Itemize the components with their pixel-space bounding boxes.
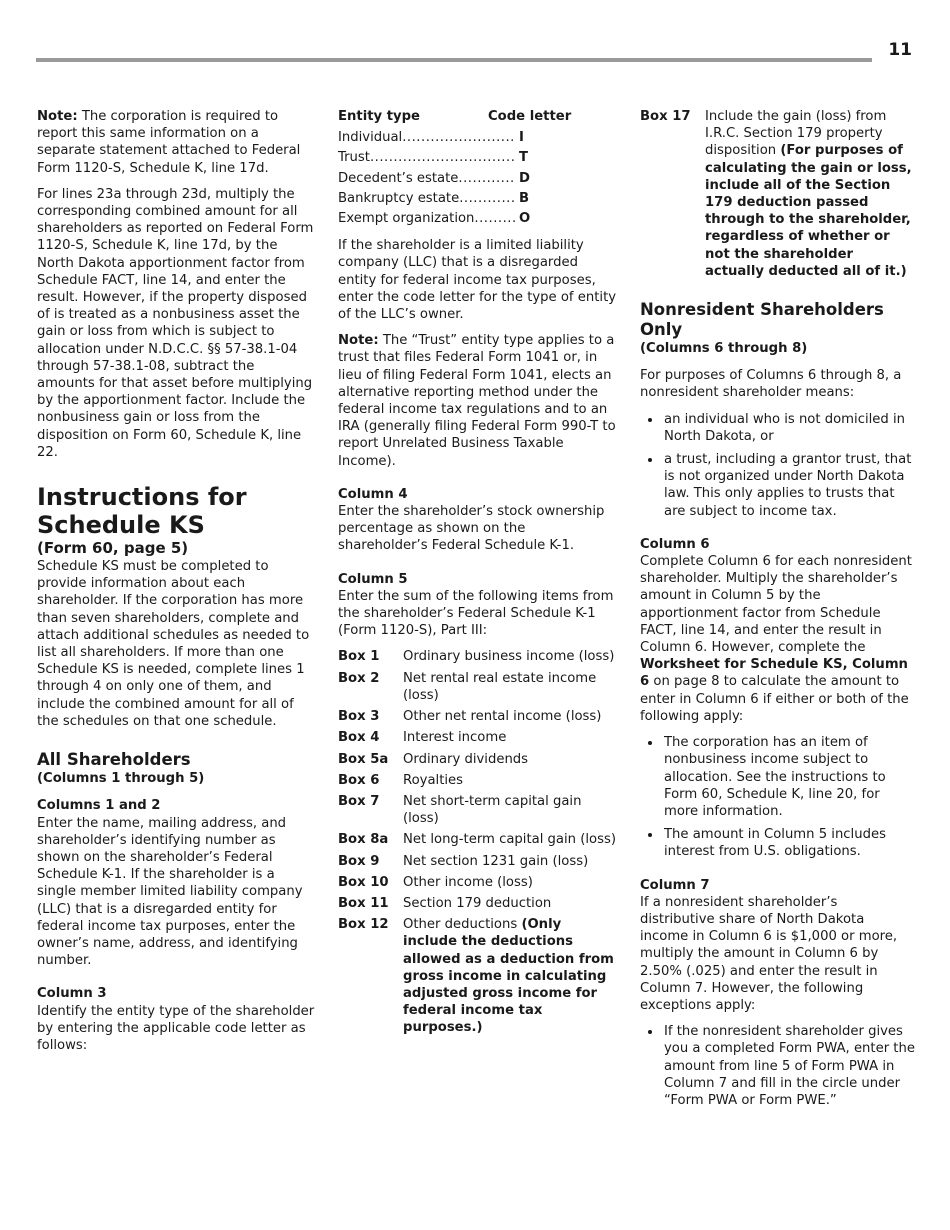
column-7-text: If a nonresident shareholder’s distributive share of North Dakota income in Column 6 is $1,000 or more, multiply the amount in Column 6 by 2.50% (.025) and enter the result in Column 7. However, the following exceptions apply:: [640, 894, 898, 1013]
column-3-heading: Column 3: [37, 986, 107, 1002]
code-letter-header: Code letter: [488, 109, 572, 124]
column-3: [640, 108, 916, 1117]
box-row: Box 8a Net long-term capital gain (loss): [338, 832, 616, 848]
trust-note-label: Note:: [338, 333, 379, 349]
column-3-text: Identify the entity type of the shareholder by entering the applicable code letter as follows:: [37, 1003, 315, 1053]
header-rule: [36, 58, 872, 62]
column-5-heading: Column 5: [338, 571, 408, 587]
page-number: 11: [888, 40, 912, 60]
box-row: Box 7 Net short-term capital gain (loss): [338, 793, 582, 827]
column-6-text: Complete Column 6 for each nonresident shareholder. Multiply the shareholder’s amount in Column 5 by the apportionment factor from Schedule FACT, line 14, and enter the result in Column 6. However, complete the Worksheet for Schedule KS, Column 6 on page 8 to calculate the amount to enter in Column 6 if either or both of the following apply:: [640, 554, 912, 724]
schedule-ks-title: Instructions for Schedule KS: [37, 483, 247, 540]
entity-row: Exempt organization ..... O: [338, 210, 531, 227]
entity-type-header: Entity type: [338, 109, 420, 124]
box-row: Box 6 Royalties: [338, 772, 464, 788]
box-row: Box 3 Other net rental income (loss): [338, 709, 602, 725]
box-row: Box 10 Other income (loss): [338, 874, 533, 890]
column-2: [338, 108, 618, 1041]
box-row: Box 9 Net section 1231 gain (loss): [338, 853, 589, 869]
box-12-emphasis: (Only include the deductions allowed as a deduction from gross income in calculating adjusted gross income for federal income tax purposes.): [403, 917, 614, 1036]
list-item: • a trust, including a grantor trust, that is not organized under North Dakota law. This only applies to trusts that are subject to income tax.: [662, 451, 916, 520]
list-item: • The amount in Column 5 includes interest from U.S. obligations.: [662, 826, 916, 860]
column-7-list: [640, 1023, 916, 1109]
column-4-text: Enter the shareholder’s stock ownership percentage as shown on the shareholder’s Federal Schedule K-1.: [338, 504, 605, 554]
schedule-ks-intro: Schedule KS must be completed to provide information about each shareholder. If the corporation has more than seven shareholders, complete and attach additional schedules as needed to list all shareholders. If more than one Schedule KS is needed, complete lines 1 through 4 on only one of them, and include the combined amount for all of the schedules on that one schedule.: [37, 559, 310, 729]
column-6-heading: Column 6: [640, 536, 710, 552]
box-17-emphasis: (For purposes of calculating the gain or loss, include all of the Section 179 deduction passed through to the shareholder, regardless of whether or not the shareholder actually deducted all of it.): [705, 143, 912, 279]
list-item: • The corporation has an item of nonbusiness income subject to allocation. See the instructions to Form 60, Schedule K, line 20, for more information.: [662, 734, 916, 820]
box-row: Box 2 Net rental real estate income (loss): [338, 670, 597, 703]
note-text: The corporation is required to report this same information on a separate statement attached to Federal Form 1120-S, Schedule K, line 17d.: [37, 109, 301, 176]
lines-23a-paragraph: For lines 23a through 23d, multiply the corresponding combined amount for all shareholders as reported on Federal Form 1120-S, Schedule K, line 17d, by the North Dakota apportionment factor from Schedule FACT, line 14, and enter the result. However, if the property disposed of is treated as a nonbusiness asset the gain or loss from which is subject to allocation under N.D.C.C. §§ 57-38.1-04 through 57-38.1-08, subtract the amounts for that asset before multiplying by the apportionment factor. Include the nonbusiness gain or loss from the disposition on Form 60, Schedule K, line 22.: [37, 186, 314, 460]
box-row: Box 5a Ordinary dividends: [338, 751, 529, 767]
box-row-12: Box 12 Other deductions (Only include the deductions allowed as a deduction from gross income in calculating adjusted gross income for federal income tax purposes.): [338, 917, 614, 1036]
note-label: Note:: [37, 109, 78, 124]
entity-row: Decedent’s estate ..... D: [338, 170, 531, 187]
entity-row: Trust ..... T: [338, 149, 531, 166]
box-12-desc: Other deductions: [403, 917, 522, 933]
entity-table: [338, 129, 531, 227]
all-shareholders-heading: All Shareholders: [37, 750, 191, 770]
box-list: [338, 648, 618, 1036]
llc-paragraph: If the shareholder is a limited liability company (LLC) that is a disregarded entity for federal income tax purposes, enter the code letter for the type of entity of the LLC’s owner.: [338, 238, 617, 323]
list-item: • an individual who is not domiciled in North Dakota, or: [662, 411, 916, 445]
box-row: Box 11 Section 179 deduction: [338, 895, 552, 911]
box-17-desc: Include the gain (loss) from I.R.C. Section 179 property disposition: [705, 109, 887, 159]
schedule-ks-subtitle: (Form 60, page 5): [37, 539, 189, 558]
list-item: • If the nonresident shareholder gives you a completed Form PWA, enter the amount from line 5 of Form PWA in Column 7 and fill in the circle under “Form PWA or Form PWE.”: [662, 1023, 916, 1109]
trust-note-text: The “Trust” entity type applies to a trust that files Federal Form 1041 or, in lieu of filing Federal Form 1041, elects an alternative reporting method under the federal income tax regulations and to an IRA (generally filing Federal Form 990-T to report Unrelated Business Taxable Income).: [338, 333, 616, 469]
nonresident-heading: Nonresident Shareholders Only: [640, 300, 884, 340]
box-row: Box 4 Interest income: [338, 730, 507, 746]
column-4-heading: Column 4: [338, 486, 408, 502]
column-1: [37, 108, 315, 1063]
trust-note-paragraph: [338, 332, 618, 470]
nonresident-intro: For purposes of Columns 6 through 8, a nonresident shareholder means:: [640, 368, 902, 401]
note-paragraph: [37, 108, 315, 177]
entity-row: Individual ..... I: [338, 129, 531, 146]
nonresident-subheading: (Columns 6 through 8): [640, 341, 808, 357]
box-row: Box 1 Ordinary business income (loss): [338, 649, 615, 665]
column-7-heading: Column 7: [640, 877, 710, 893]
nonresident-list: [640, 411, 916, 520]
all-shareholders-subheading: (Columns 1 through 5): [37, 771, 205, 787]
columns-1-2-text: Enter the name, mailing address, and shareholder’s identifying number as shown on the shareholder’s Federal Schedule K-1. If the shareholder is a single member limited liability company (LLC) that is a disregarded entity for federal income tax purposes, enter the owner’s name, address, and identifying number.: [37, 815, 303, 969]
columns-1-2-heading: Columns 1 and 2: [37, 798, 161, 814]
column-5-text: Enter the sum of the following items from the shareholder’s Federal Schedule K-1 (Form 1120-S), Part III:: [338, 588, 614, 639]
worksheet-reference: Worksheet for Schedule KS, Column 6: [640, 657, 908, 690]
entity-row: Bankruptcy estate ..... B: [338, 190, 531, 207]
box-row-17: Box 17 Include the gain (loss) from I.R.C. Section 179 property disposition (For purposes of calculating the gain or loss, include all of the Section 179 deduction passed through to the shareholder, regardless of whether or not the shareholder actually deducted all of it.): [640, 109, 912, 279]
entity-table-header: [338, 108, 618, 125]
column-6-list: [640, 734, 916, 860]
